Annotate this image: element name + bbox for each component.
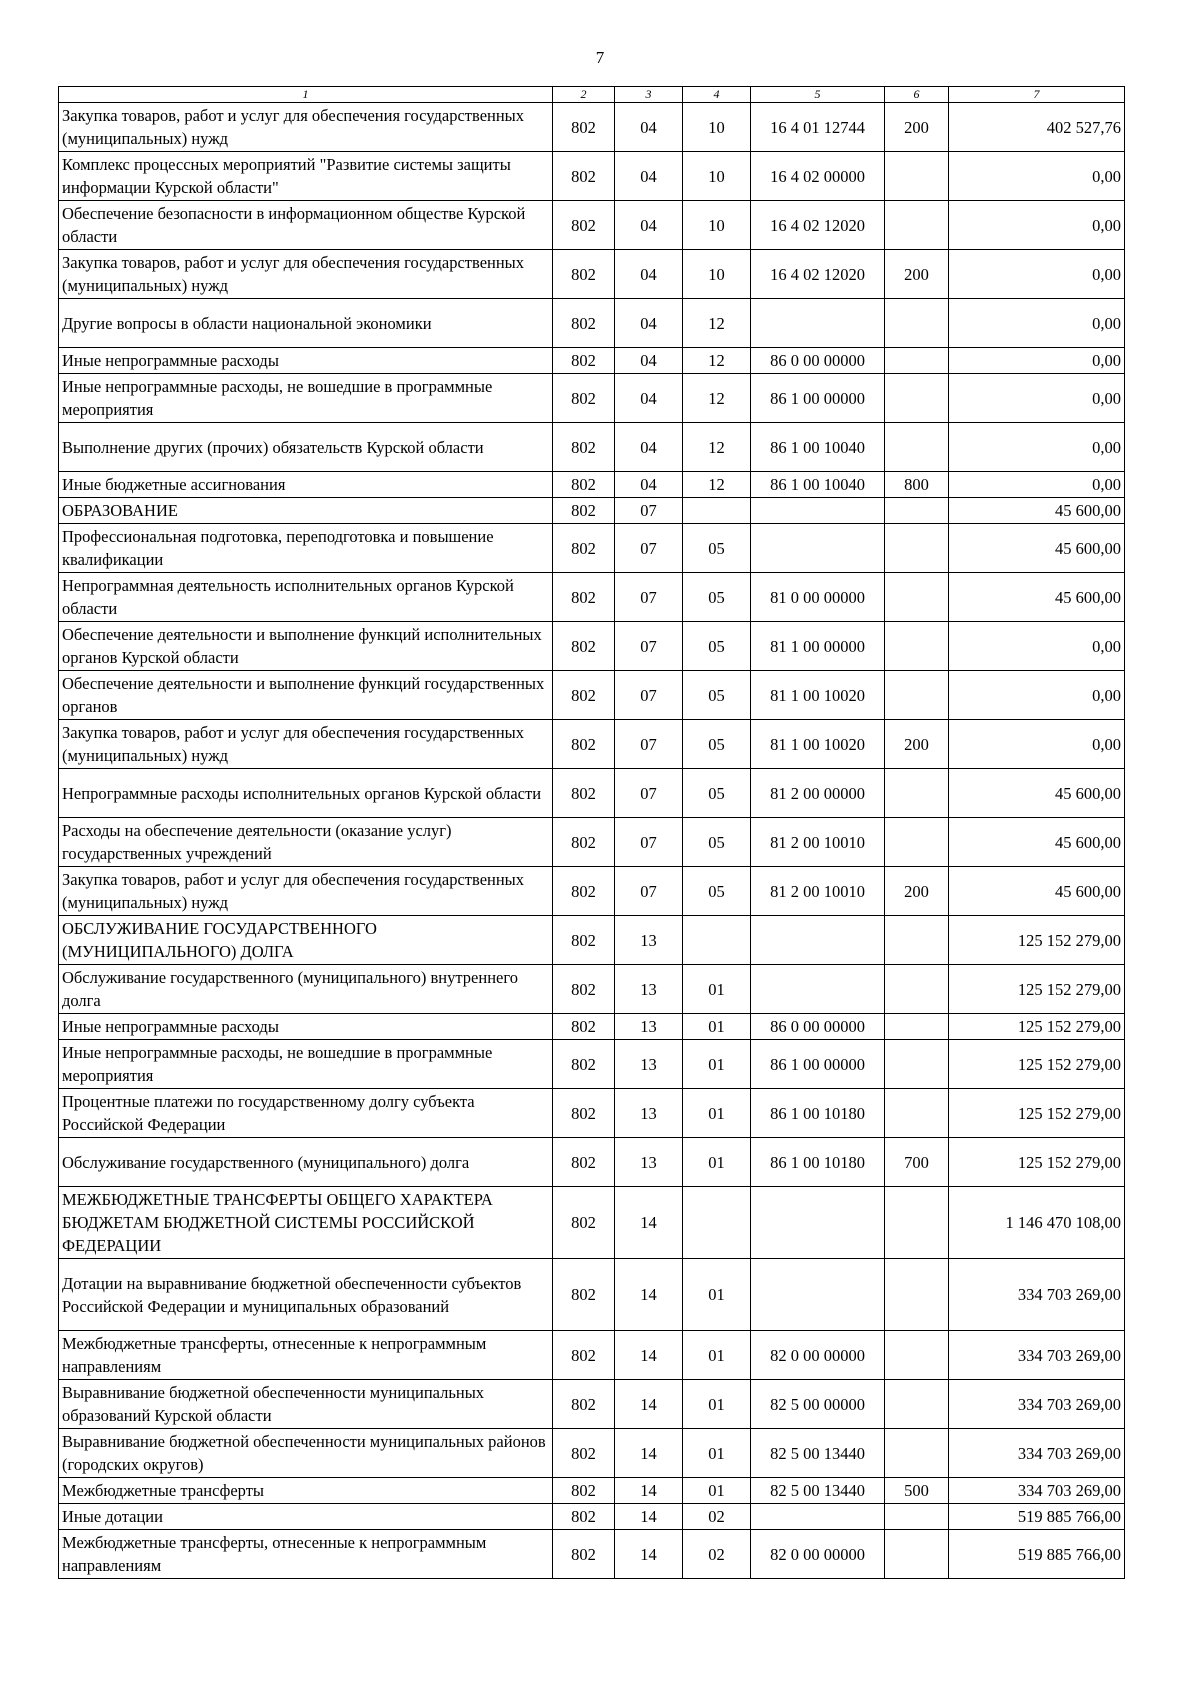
row-expense-type-cell bbox=[885, 524, 949, 573]
row-subsection-cell: 10 bbox=[683, 152, 751, 201]
row-name-cell: Непрограммные расходы исполнительных органов Курской области bbox=[59, 769, 553, 818]
row-amount-cell: 125 152 279,00 bbox=[949, 916, 1125, 965]
row-expense-type-cell: 200 bbox=[885, 103, 949, 152]
row-amount-cell: 0,00 bbox=[949, 374, 1125, 423]
table-row bbox=[59, 374, 1125, 423]
row-section-cell: 14 bbox=[615, 1380, 683, 1429]
row-expense-type-cell bbox=[885, 152, 949, 201]
row-ministry-cell: 802 bbox=[553, 374, 615, 423]
row-name-cell: Межбюджетные трансферты bbox=[59, 1478, 553, 1504]
row-expense-type-cell bbox=[885, 1331, 949, 1380]
row-target-cell bbox=[751, 524, 885, 573]
row-expense-type-cell bbox=[885, 818, 949, 867]
row-target-cell: 81 2 00 10010 bbox=[751, 818, 885, 867]
row-section-cell: 04 bbox=[615, 152, 683, 201]
row-name-cell: Расходы на обеспечение деятельности (оказание услуг) государственных учреждений bbox=[59, 818, 553, 867]
row-section-cell: 13 bbox=[615, 1040, 683, 1089]
row-amount-cell: 0,00 bbox=[949, 472, 1125, 498]
row-expense-type-cell bbox=[885, 769, 949, 818]
row-name-cell: Обеспечение деятельности и выполнение функций государственных органов bbox=[59, 671, 553, 720]
row-section-cell: 07 bbox=[615, 622, 683, 671]
row-ministry-cell: 802 bbox=[553, 250, 615, 299]
row-section-cell: 07 bbox=[615, 498, 683, 524]
row-ministry-cell: 802 bbox=[553, 1504, 615, 1530]
row-target-cell: 81 2 00 00000 bbox=[751, 769, 885, 818]
row-expense-type-cell: 200 bbox=[885, 720, 949, 769]
row-amount-cell: 519 885 766,00 bbox=[949, 1504, 1125, 1530]
row-section-cell: 14 bbox=[615, 1504, 683, 1530]
row-target-cell: 86 1 00 10040 bbox=[751, 423, 885, 472]
row-subsection-cell bbox=[683, 916, 751, 965]
row-ministry-cell: 802 bbox=[553, 103, 615, 152]
row-expense-type-cell: 800 bbox=[885, 472, 949, 498]
row-ministry-cell: 802 bbox=[553, 1478, 615, 1504]
row-target-cell: 82 0 00 00000 bbox=[751, 1331, 885, 1380]
row-subsection-cell: 01 bbox=[683, 1331, 751, 1380]
row-amount-cell: 125 152 279,00 bbox=[949, 1089, 1125, 1138]
row-expense-type-cell bbox=[885, 498, 949, 524]
row-amount-cell: 1 146 470 108,00 bbox=[949, 1187, 1125, 1259]
table-row bbox=[59, 1138, 1125, 1187]
row-name-cell: Непрограммная деятельность исполнительных органов Курской области bbox=[59, 573, 553, 622]
row-section-cell: 07 bbox=[615, 720, 683, 769]
row-name-cell: Комплекс процессных мероприятий "Развитие системы защиты информации Курской области" bbox=[59, 152, 553, 201]
table-row bbox=[59, 1014, 1125, 1040]
table-row bbox=[59, 818, 1125, 867]
table-row bbox=[59, 1331, 1125, 1380]
row-target-cell bbox=[751, 1187, 885, 1259]
row-subsection-cell: 05 bbox=[683, 769, 751, 818]
row-section-cell: 04 bbox=[615, 423, 683, 472]
table-row bbox=[59, 1530, 1125, 1579]
row-target-cell: 86 1 00 10040 bbox=[751, 472, 885, 498]
budget-table bbox=[58, 86, 1125, 1579]
row-section-cell: 07 bbox=[615, 573, 683, 622]
row-name-cell: Обслуживание государственного (муниципального) внутреннего долга bbox=[59, 965, 553, 1014]
row-ministry-cell: 802 bbox=[553, 720, 615, 769]
row-ministry-cell: 802 bbox=[553, 498, 615, 524]
row-ministry-cell: 802 bbox=[553, 867, 615, 916]
row-ministry-cell: 802 bbox=[553, 671, 615, 720]
row-amount-cell: 334 703 269,00 bbox=[949, 1259, 1125, 1331]
row-ministry-cell: 802 bbox=[553, 299, 615, 348]
row-expense-type-cell bbox=[885, 201, 949, 250]
table-row bbox=[59, 103, 1125, 152]
row-subsection-cell: 02 bbox=[683, 1504, 751, 1530]
row-target-cell: 86 1 00 00000 bbox=[751, 1040, 885, 1089]
row-expense-type-cell bbox=[885, 1504, 949, 1530]
row-section-cell: 14 bbox=[615, 1530, 683, 1579]
table-row bbox=[59, 1429, 1125, 1478]
row-ministry-cell: 802 bbox=[553, 1040, 615, 1089]
row-subsection-cell: 12 bbox=[683, 374, 751, 423]
row-target-cell: 86 0 00 00000 bbox=[751, 1014, 885, 1040]
row-target-cell: 16 4 02 12020 bbox=[751, 201, 885, 250]
row-ministry-cell: 802 bbox=[553, 1331, 615, 1380]
row-subsection-cell bbox=[683, 1187, 751, 1259]
row-section-cell: 04 bbox=[615, 201, 683, 250]
row-section-cell: 07 bbox=[615, 818, 683, 867]
row-target-cell bbox=[751, 1504, 885, 1530]
row-expense-type-cell bbox=[885, 374, 949, 423]
row-amount-cell: 0,00 bbox=[949, 348, 1125, 374]
row-target-cell: 82 5 00 13440 bbox=[751, 1429, 885, 1478]
column-header-target: 5 bbox=[751, 87, 885, 103]
table-row bbox=[59, 201, 1125, 250]
row-name-cell: Процентные платежи по государственному долгу субъекта Российской Федерации bbox=[59, 1089, 553, 1138]
column-header-row bbox=[59, 87, 1125, 103]
column-header-name: 1 bbox=[59, 87, 553, 103]
row-name-cell: Дотации на выравнивание бюджетной обеспеченности субъектов Российской Федерации и муниципальных образований bbox=[59, 1259, 553, 1331]
table-row bbox=[59, 573, 1125, 622]
row-name-cell: Иные непрограммные расходы, не вошедшие в программные мероприятия bbox=[59, 1040, 553, 1089]
row-name-cell: Обеспечение деятельности и выполнение функций исполнительных органов Курской области bbox=[59, 622, 553, 671]
row-name-cell: Обслуживание государственного (муниципального) долга bbox=[59, 1138, 553, 1187]
row-amount-cell: 402 527,76 bbox=[949, 103, 1125, 152]
row-section-cell: 14 bbox=[615, 1259, 683, 1331]
row-subsection-cell: 01 bbox=[683, 1429, 751, 1478]
row-expense-type-cell bbox=[885, 1530, 949, 1579]
row-target-cell bbox=[751, 498, 885, 524]
row-target-cell bbox=[751, 965, 885, 1014]
row-subsection-cell: 12 bbox=[683, 423, 751, 472]
row-subsection-cell: 01 bbox=[683, 1380, 751, 1429]
row-name-cell: Закупка товаров, работ и услуг для обеспечения государственных (муниципальных) нужд bbox=[59, 250, 553, 299]
row-target-cell bbox=[751, 916, 885, 965]
row-section-cell: 14 bbox=[615, 1478, 683, 1504]
row-target-cell: 82 5 00 13440 bbox=[751, 1478, 885, 1504]
row-expense-type-cell: 200 bbox=[885, 867, 949, 916]
row-subsection-cell: 01 bbox=[683, 1478, 751, 1504]
row-name-cell: Иные непрограммные расходы, не вошедшие в программные мероприятия bbox=[59, 374, 553, 423]
row-expense-type-cell: 700 bbox=[885, 1138, 949, 1187]
table-row bbox=[59, 1259, 1125, 1331]
row-section-cell: 13 bbox=[615, 1138, 683, 1187]
row-subsection-cell: 02 bbox=[683, 1530, 751, 1579]
row-name-cell: Выравнивание бюджетной обеспеченности муниципальных районов (городских округов) bbox=[59, 1429, 553, 1478]
column-header-ministry: 2 bbox=[553, 87, 615, 103]
row-amount-cell: 0,00 bbox=[949, 299, 1125, 348]
table-row bbox=[59, 671, 1125, 720]
column-header-subsection: 4 bbox=[683, 87, 751, 103]
table-row bbox=[59, 423, 1125, 472]
row-section-cell: 13 bbox=[615, 965, 683, 1014]
row-expense-type-cell bbox=[885, 1089, 949, 1138]
row-subsection-cell: 05 bbox=[683, 573, 751, 622]
row-amount-cell: 45 600,00 bbox=[949, 867, 1125, 916]
row-target-cell: 81 0 00 00000 bbox=[751, 573, 885, 622]
row-name-cell: Межбюджетные трансферты, отнесенные к непрограммным направлениям bbox=[59, 1530, 553, 1579]
row-subsection-cell bbox=[683, 498, 751, 524]
row-expense-type-cell bbox=[885, 965, 949, 1014]
row-amount-cell: 45 600,00 bbox=[949, 498, 1125, 524]
table-row bbox=[59, 622, 1125, 671]
page-number: 7 bbox=[595, 48, 605, 67]
row-amount-cell: 0,00 bbox=[949, 423, 1125, 472]
row-amount-cell: 0,00 bbox=[949, 622, 1125, 671]
row-expense-type-cell bbox=[885, 1429, 949, 1478]
row-expense-type-cell bbox=[885, 299, 949, 348]
table-row bbox=[59, 299, 1125, 348]
column-header-section: 3 bbox=[615, 87, 683, 103]
row-section-cell: 04 bbox=[615, 250, 683, 299]
row-subsection-cell: 01 bbox=[683, 1089, 751, 1138]
row-ministry-cell: 802 bbox=[553, 1187, 615, 1259]
row-name-cell: Обеспечение безопасности в информационном обществе Курской области bbox=[59, 201, 553, 250]
row-subsection-cell: 01 bbox=[683, 1138, 751, 1187]
row-subsection-cell: 01 bbox=[683, 1040, 751, 1089]
row-ministry-cell: 802 bbox=[553, 201, 615, 250]
row-ministry-cell: 802 bbox=[553, 1089, 615, 1138]
row-ministry-cell: 802 bbox=[553, 916, 615, 965]
row-expense-type-cell bbox=[885, 1259, 949, 1331]
row-section-cell: 04 bbox=[615, 348, 683, 374]
row-target-cell: 86 0 00 00000 bbox=[751, 348, 885, 374]
row-amount-cell: 45 600,00 bbox=[949, 573, 1125, 622]
row-amount-cell: 334 703 269,00 bbox=[949, 1429, 1125, 1478]
row-section-cell: 13 bbox=[615, 916, 683, 965]
row-target-cell: 86 1 00 00000 bbox=[751, 374, 885, 423]
row-amount-cell: 334 703 269,00 bbox=[949, 1331, 1125, 1380]
row-amount-cell: 0,00 bbox=[949, 201, 1125, 250]
row-name-cell: ОБСЛУЖИВАНИЕ ГОСУДАРСТВЕННОГО (МУНИЦИПАЛЬНОГО) ДОЛГА bbox=[59, 916, 553, 965]
table-row bbox=[59, 720, 1125, 769]
table-row bbox=[59, 498, 1125, 524]
row-amount-cell: 519 885 766,00 bbox=[949, 1530, 1125, 1579]
row-name-cell: Другие вопросы в области национальной экономики bbox=[59, 299, 553, 348]
row-ministry-cell: 802 bbox=[553, 1138, 615, 1187]
row-section-cell: 04 bbox=[615, 472, 683, 498]
table-row bbox=[59, 965, 1125, 1014]
table-row bbox=[59, 524, 1125, 573]
table-row bbox=[59, 348, 1125, 374]
row-amount-cell: 125 152 279,00 bbox=[949, 1138, 1125, 1187]
row-name-cell: Профессиональная подготовка, переподготовка и повышение квалификации bbox=[59, 524, 553, 573]
table-row bbox=[59, 472, 1125, 498]
row-target-cell bbox=[751, 299, 885, 348]
row-section-cell: 14 bbox=[615, 1429, 683, 1478]
row-expense-type-cell: 200 bbox=[885, 250, 949, 299]
row-target-cell: 81 2 00 10010 bbox=[751, 867, 885, 916]
column-header-amount: 7 bbox=[949, 87, 1125, 103]
row-section-cell: 07 bbox=[615, 671, 683, 720]
row-subsection-cell: 12 bbox=[683, 348, 751, 374]
row-name-cell: Выравнивание бюджетной обеспеченности муниципальных образований Курской области bbox=[59, 1380, 553, 1429]
table-row bbox=[59, 1380, 1125, 1429]
row-section-cell: 13 bbox=[615, 1014, 683, 1040]
row-expense-type-cell bbox=[885, 573, 949, 622]
row-expense-type-cell: 500 bbox=[885, 1478, 949, 1504]
row-target-cell: 86 1 00 10180 bbox=[751, 1138, 885, 1187]
row-name-cell: Закупка товаров, работ и услуг для обеспечения государственных (муниципальных) нужд bbox=[59, 720, 553, 769]
row-target-cell bbox=[751, 1259, 885, 1331]
row-ministry-cell: 802 bbox=[553, 1380, 615, 1429]
row-ministry-cell: 802 bbox=[553, 818, 615, 867]
row-section-cell: 07 bbox=[615, 769, 683, 818]
row-ministry-cell: 802 bbox=[553, 1530, 615, 1579]
row-target-cell: 82 5 00 00000 bbox=[751, 1380, 885, 1429]
row-expense-type-cell bbox=[885, 916, 949, 965]
row-section-cell: 04 bbox=[615, 374, 683, 423]
row-section-cell: 13 bbox=[615, 1089, 683, 1138]
row-subsection-cell: 12 bbox=[683, 299, 751, 348]
row-ministry-cell: 802 bbox=[553, 1014, 615, 1040]
table-row bbox=[59, 250, 1125, 299]
row-ministry-cell: 802 bbox=[553, 472, 615, 498]
row-section-cell: 04 bbox=[615, 103, 683, 152]
table-row bbox=[59, 1478, 1125, 1504]
row-subsection-cell: 01 bbox=[683, 965, 751, 1014]
row-name-cell: МЕЖБЮДЖЕТНЫЕ ТРАНСФЕРТЫ ОБЩЕГО ХАРАКТЕРА БЮДЖЕТАМ БЮДЖЕТНОЙ СИСТЕМЫ РОССИЙСКОЙ ФЕДЕРАЦИИ bbox=[59, 1187, 553, 1259]
row-amount-cell: 0,00 bbox=[949, 720, 1125, 769]
table-row bbox=[59, 1187, 1125, 1259]
row-amount-cell: 125 152 279,00 bbox=[949, 1040, 1125, 1089]
row-expense-type-cell bbox=[885, 1187, 949, 1259]
table-row bbox=[59, 1504, 1125, 1530]
row-section-cell: 07 bbox=[615, 524, 683, 573]
row-amount-cell: 45 600,00 bbox=[949, 818, 1125, 867]
row-ministry-cell: 802 bbox=[553, 965, 615, 1014]
table-row bbox=[59, 1089, 1125, 1138]
row-subsection-cell: 10 bbox=[683, 250, 751, 299]
row-amount-cell: 334 703 269,00 bbox=[949, 1478, 1125, 1504]
row-amount-cell: 0,00 bbox=[949, 250, 1125, 299]
row-subsection-cell: 01 bbox=[683, 1014, 751, 1040]
row-section-cell: 14 bbox=[615, 1187, 683, 1259]
row-amount-cell: 45 600,00 bbox=[949, 524, 1125, 573]
row-target-cell: 16 4 02 12020 bbox=[751, 250, 885, 299]
row-amount-cell: 0,00 bbox=[949, 671, 1125, 720]
row-amount-cell: 0,00 bbox=[949, 152, 1125, 201]
row-target-cell: 86 1 00 10180 bbox=[751, 1089, 885, 1138]
row-subsection-cell: 05 bbox=[683, 622, 751, 671]
row-ministry-cell: 802 bbox=[553, 348, 615, 374]
row-target-cell: 81 1 00 10020 bbox=[751, 671, 885, 720]
row-ministry-cell: 802 bbox=[553, 769, 615, 818]
row-target-cell: 82 0 00 00000 bbox=[751, 1530, 885, 1579]
row-name-cell: ОБРАЗОВАНИЕ bbox=[59, 498, 553, 524]
row-target-cell: 81 1 00 10020 bbox=[751, 720, 885, 769]
row-ministry-cell: 802 bbox=[553, 573, 615, 622]
row-amount-cell: 334 703 269,00 bbox=[949, 1380, 1125, 1429]
row-name-cell: Закупка товаров, работ и услуг для обеспечения государственных (муниципальных) нужд bbox=[59, 103, 553, 152]
row-subsection-cell: 05 bbox=[683, 671, 751, 720]
row-target-cell: 16 4 01 12744 bbox=[751, 103, 885, 152]
row-subsection-cell: 05 bbox=[683, 867, 751, 916]
row-subsection-cell: 05 bbox=[683, 818, 751, 867]
row-name-cell: Выполнение других (прочих) обязательств Курской области bbox=[59, 423, 553, 472]
row-expense-type-cell bbox=[885, 1014, 949, 1040]
row-subsection-cell: 12 bbox=[683, 472, 751, 498]
row-section-cell: 07 bbox=[615, 867, 683, 916]
row-ministry-cell: 802 bbox=[553, 423, 615, 472]
row-ministry-cell: 802 bbox=[553, 1259, 615, 1331]
row-name-cell: Иные непрограммные расходы bbox=[59, 1014, 553, 1040]
table-row bbox=[59, 916, 1125, 965]
table-row bbox=[59, 867, 1125, 916]
row-subsection-cell: 01 bbox=[683, 1259, 751, 1331]
row-ministry-cell: 802 bbox=[553, 1429, 615, 1478]
row-subsection-cell: 05 bbox=[683, 720, 751, 769]
row-expense-type-cell bbox=[885, 423, 949, 472]
row-subsection-cell: 10 bbox=[683, 201, 751, 250]
row-expense-type-cell bbox=[885, 622, 949, 671]
row-amount-cell: 125 152 279,00 bbox=[949, 1014, 1125, 1040]
table-row bbox=[59, 1040, 1125, 1089]
row-expense-type-cell bbox=[885, 1380, 949, 1429]
row-target-cell: 81 1 00 00000 bbox=[751, 622, 885, 671]
row-amount-cell: 45 600,00 bbox=[949, 769, 1125, 818]
row-ministry-cell: 802 bbox=[553, 152, 615, 201]
row-name-cell: Иные дотации bbox=[59, 1504, 553, 1530]
table-row bbox=[59, 152, 1125, 201]
table-row bbox=[59, 769, 1125, 818]
row-amount-cell: 125 152 279,00 bbox=[949, 965, 1125, 1014]
row-section-cell: 04 bbox=[615, 299, 683, 348]
row-subsection-cell: 10 bbox=[683, 103, 751, 152]
row-expense-type-cell bbox=[885, 1040, 949, 1089]
row-expense-type-cell bbox=[885, 348, 949, 374]
row-name-cell: Закупка товаров, работ и услуг для обеспечения государственных (муниципальных) нужд bbox=[59, 867, 553, 916]
row-section-cell: 14 bbox=[615, 1331, 683, 1380]
row-name-cell: Межбюджетные трансферты, отнесенные к непрограммным направлениям bbox=[59, 1331, 553, 1380]
row-subsection-cell: 05 bbox=[683, 524, 751, 573]
row-ministry-cell: 802 bbox=[553, 524, 615, 573]
row-name-cell: Иные бюджетные ассигнования bbox=[59, 472, 553, 498]
row-target-cell: 16 4 02 00000 bbox=[751, 152, 885, 201]
row-name-cell: Иные непрограммные расходы bbox=[59, 348, 553, 374]
row-expense-type-cell bbox=[885, 671, 949, 720]
row-ministry-cell: 802 bbox=[553, 622, 615, 671]
column-header-expense-type: 6 bbox=[885, 87, 949, 103]
